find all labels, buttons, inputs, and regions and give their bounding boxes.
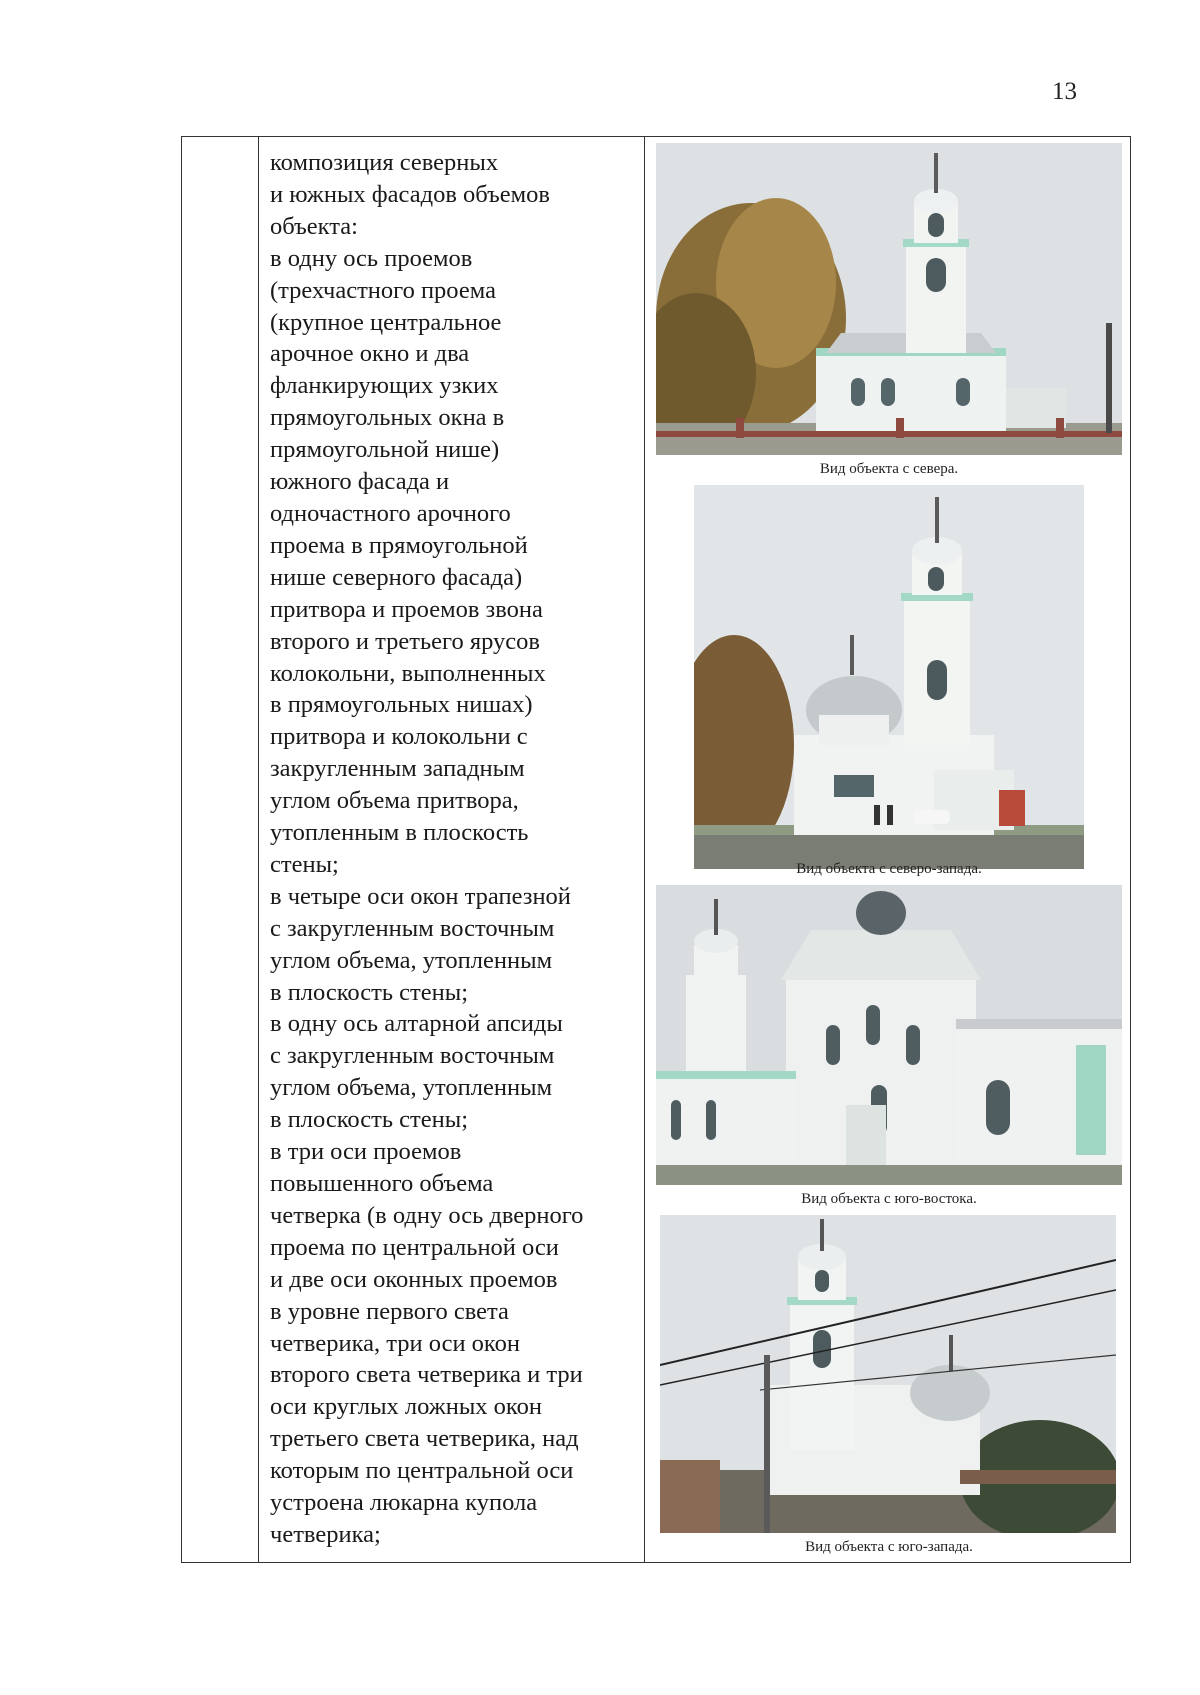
column-divider-right bbox=[644, 137, 645, 1562]
text-line: углом объема, утопленным bbox=[270, 946, 553, 974]
text-line: в одну ось проемов bbox=[270, 244, 473, 272]
text-line: закругленным западным bbox=[270, 755, 525, 783]
text-line: четверка (в одну ось дверного bbox=[270, 1201, 584, 1229]
text-line: которым по центральной оси bbox=[270, 1457, 574, 1485]
photo-caption-northwest: Вид объекта с северо-запада. bbox=[796, 861, 982, 877]
text-line: притвора и колокольни с bbox=[270, 723, 528, 751]
text-line: южного фасада и bbox=[270, 468, 450, 496]
text-line: четверика, три оси окон bbox=[270, 1329, 520, 1357]
text-line: одночастного арочного bbox=[270, 499, 511, 527]
text-line: углом объема, утопленным bbox=[270, 1074, 553, 1102]
facade-description-text bbox=[270, 147, 642, 1551]
text-line: проема в прямоугольной bbox=[270, 531, 528, 559]
text-line: с закругленным восточным bbox=[270, 914, 555, 942]
text-line: оси круглых ложных окон bbox=[270, 1393, 542, 1421]
church-photo-north bbox=[656, 143, 1122, 455]
text-line: второго света четверика и три bbox=[270, 1361, 583, 1389]
text-line: в одну ось алтарной апсиды bbox=[270, 1010, 563, 1038]
text-line: прямоугольной нише) bbox=[270, 436, 500, 464]
text-line: повышенного объема bbox=[270, 1170, 494, 1197]
text-line: нише северного фасада) bbox=[270, 563, 523, 591]
text-line: четверика; bbox=[270, 1520, 381, 1548]
text-line: в плоскость стены; bbox=[270, 978, 468, 1006]
text-line: проема по центральной оси bbox=[270, 1233, 559, 1261]
text-line: прямоугольных окна в bbox=[270, 404, 505, 432]
text-line: и две оси оконных проемов bbox=[270, 1265, 558, 1293]
text-line: в уровне первого света bbox=[270, 1297, 509, 1325]
text-line: объекта: bbox=[270, 212, 358, 240]
text-line: притвора и проемов звона bbox=[270, 595, 543, 623]
church-photo-southeast bbox=[656, 885, 1122, 1185]
text-line: арочное окно и два bbox=[270, 340, 470, 368]
text-line: фланкирующих узких bbox=[270, 372, 499, 400]
text-line: и южных фасадов объемов bbox=[270, 180, 550, 208]
text-line: колокольни, выполненных bbox=[270, 659, 546, 687]
text-line: композиция северных bbox=[270, 149, 499, 176]
photo-caption-southeast: Вид объекта с юго-востока. bbox=[801, 1191, 977, 1207]
text-line: в плоскость стены; bbox=[270, 1106, 468, 1134]
description-table bbox=[181, 136, 1131, 1563]
text-line: с закругленным восточным bbox=[270, 1042, 555, 1070]
photo-caption-southwest: Вид объекта с юго-запада. bbox=[805, 1539, 973, 1555]
text-line: в три оси проемов bbox=[270, 1138, 462, 1166]
text-line: стены; bbox=[270, 850, 339, 878]
text-line: (крупное центральное bbox=[270, 308, 502, 336]
text-line: устроена люкарна купола bbox=[270, 1489, 538, 1517]
text-line: в четыре оси окон трапезной bbox=[270, 882, 571, 910]
column-divider-left bbox=[258, 137, 259, 1562]
photo-caption-north: Вид объекта с севера. bbox=[819, 461, 959, 477]
text-line: углом объема притвора, bbox=[270, 787, 519, 815]
page-number: 13 bbox=[1052, 78, 1077, 105]
text-line: утопленным в плоскость bbox=[270, 819, 529, 847]
text-line: второго и третьего ярусов bbox=[270, 627, 540, 655]
text-line: в прямоугольных нишах) bbox=[270, 691, 533, 719]
text-line: третьего света четверика, над bbox=[270, 1425, 579, 1453]
text-line: (трехчастного проема bbox=[270, 276, 496, 304]
church-photo-southwest bbox=[660, 1215, 1116, 1533]
church-photo-northwest bbox=[694, 485, 1084, 869]
